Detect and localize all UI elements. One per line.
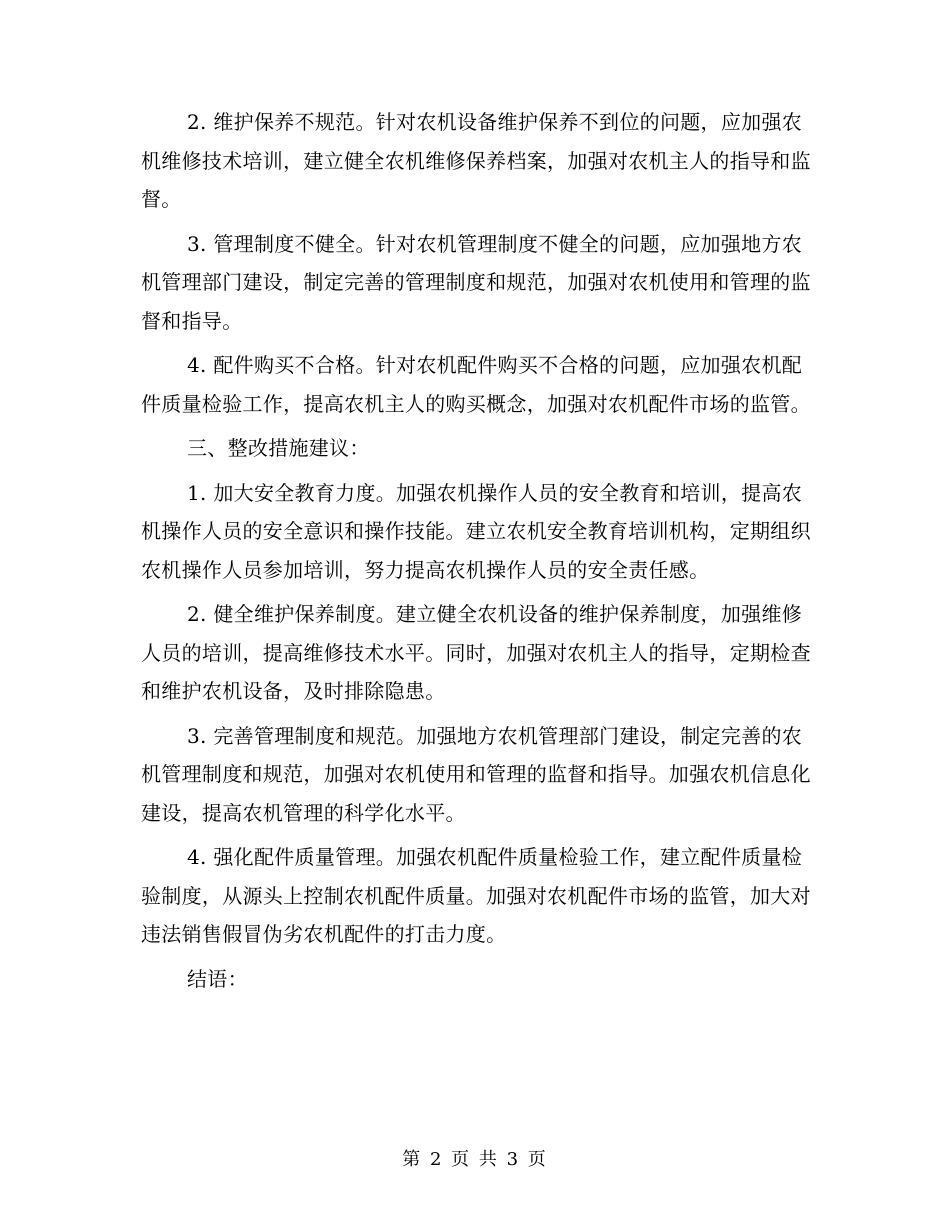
paragraph-management-system: 3. 完善管理制度和规范。加强地方农机管理部门建设，制定完善的农机管理制度和规范，加强对农机使用和管理的监督和指导。加强农机信息化建设，提高农机管理的科学化水平。 xyxy=(141,723,811,825)
section-heading-rectification: 三、整改措施建议： xyxy=(187,436,370,460)
paragraph-parts-issue: 4. 配件购买不合格。针对农机配件购买不合格的问题，应加强农机配件质量检验工作，提高农机主人的购买概念，加强对农机配件市场的监管。 xyxy=(141,353,811,416)
paragraph-maintenance-system: 2. 健全维护保养制度。建立健全农机设备的维护保养制度，加强维修人员的培训，提高维修技术水平。同时，加强对农机主人的指导，定期检查和维护农机设备，及时排除隐患。 xyxy=(141,602,811,703)
document-body xyxy=(141,103,811,1004)
section-heading-conclusion: 结语： xyxy=(187,966,248,991)
paragraph-parts-quality: 4. 强化配件质量管理。加强农机配件质量检验工作，建立配件质量检验制度，从源头上控制农机配件质量。加强对农机配件市场的监管，加大对违法销售假冒伪劣农机配件的打击力度。 xyxy=(141,845,811,946)
paragraph-safety-education: 1. 加大安全教育力度。加强农机操作人员的安全教育和培训，提高农机操作人员的安全意识和操作技能。建立农机安全教育培训机构，定期组织农机操作人员参加培训，努力提高农机操作人员的安全责任感。 xyxy=(141,480,811,582)
paragraph-maintenance-issue: 2. 维护保养不规范。针对农机设备维护保养不到位的问题，应加强农机维修技术培训，建立健全农机维修保养档案，加强对农机主人的指导和监督。 xyxy=(141,110,811,211)
paragraph-management-issue: 3. 管理制度不健全。针对农机管理制度不健全的问题，应加强地方农机管理部门建设，制定完善的管理制度和规范，加强对农机使用和管理的监督和指导。 xyxy=(141,231,811,333)
page-number-footer: 第 2 页 共 3 页 xyxy=(402,1149,548,1170)
